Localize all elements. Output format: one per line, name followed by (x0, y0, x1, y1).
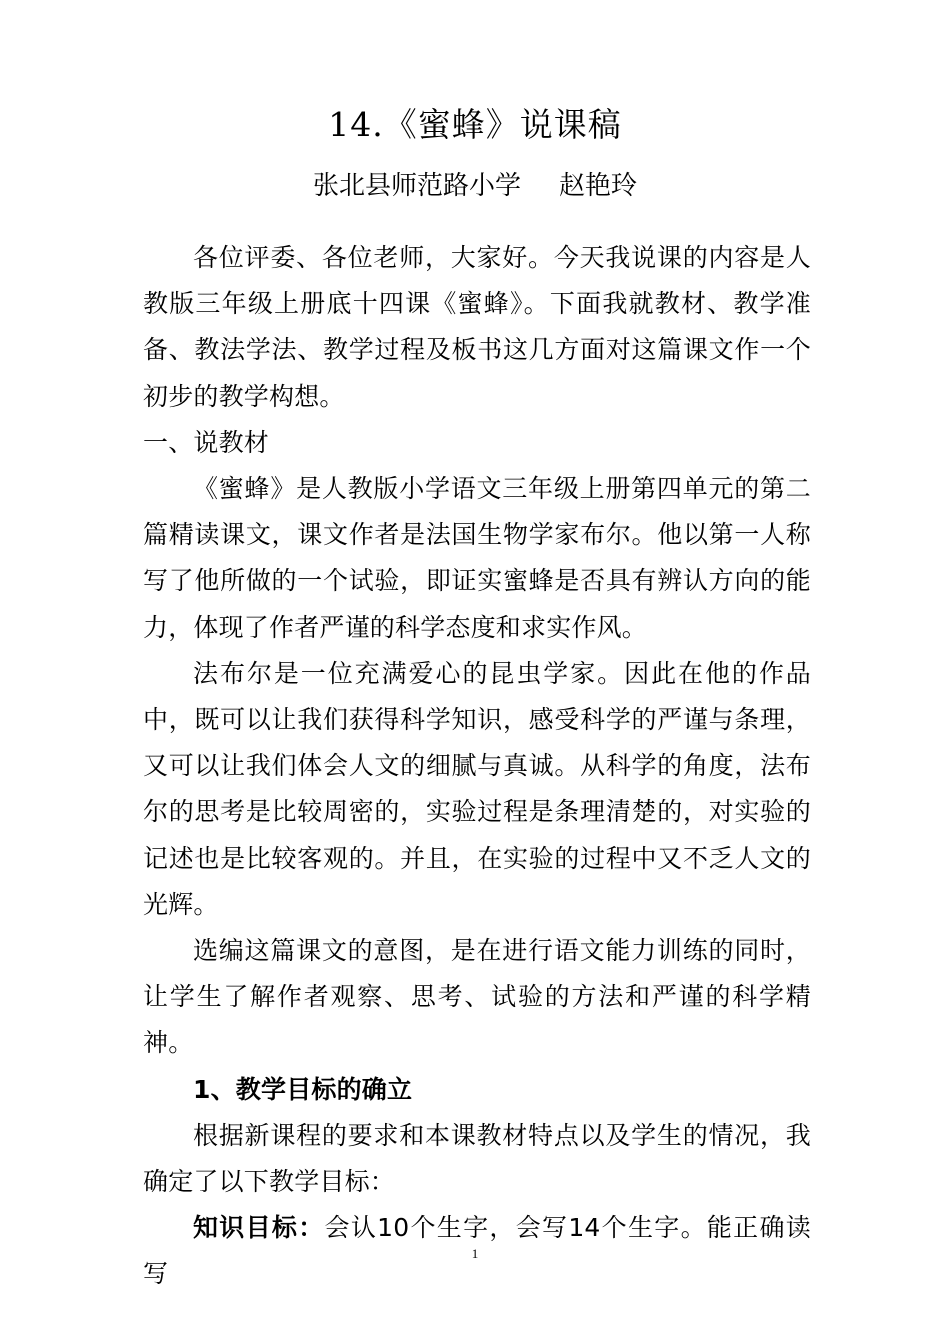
paragraph-selection-intent: 选编这篇课文的意图，是在进行语文能力训练的同时，让学生了解作者观察、思考、试验的方法和严谨的科学精神。 (143, 936, 811, 1058)
section-heading-textbook: 一、说教材 (143, 427, 270, 457)
school-name: 张北县师范路小学 (312, 171, 521, 201)
byline (0, 166, 950, 206)
paragraph-textbook-overview: 《蜜蜂》是人教版小学语文三年级上册第四单元的第二篇精读课文，课文作者是法国生物学家布尔。他以第一人称写了他所做的一个试验，即证实蜜蜂是否具有辨认方向的能力，体现了作者严谨的科学态度和求实作风。 (143, 474, 811, 642)
author-name: 赵艳玲 (559, 171, 638, 201)
paragraph-goals-intro: 根据新课程的要求和本课教材特点以及学生的情况，我确定了以下教学目标： (143, 1120, 811, 1197)
knowledge-goal-label: 知识目标： (193, 1213, 325, 1243)
document-body (143, 235, 811, 1298)
document-title: 14.《蜜蜂》说课稿 (328, 105, 622, 144)
subheading-teaching-goals: 1、教学目标的确立 (193, 1074, 413, 1104)
paragraph-author-fabre: 法布尔是一位充满爱心的昆虫学家。因此在他的作品中，既可以让我们获得科学知识，感受科学的严谨与条理，又可以让我们体会人文的细腻与真诚。从科学的角度，法布尔的思考是比较周密的，实验过程是条理清楚的，对实验的记述也是比较客观的。并且，在实验的过程中又不乏人文的光辉。 (143, 658, 811, 919)
intro-paragraph: 各位评委、各位老师，大家好。今天我说课的内容是人教版三年级上册底十四课《蜜蜂》。下面我就教材、教学准备、教法学法、教学过程及板书这几方面对这篇课文作一个初步的教学构想。 (143, 243, 811, 411)
page-number: 1 (471, 1246, 479, 1261)
knowledge-goal-text: 会认10个生字，会写14个生字。能正确读写 (143, 1213, 811, 1289)
